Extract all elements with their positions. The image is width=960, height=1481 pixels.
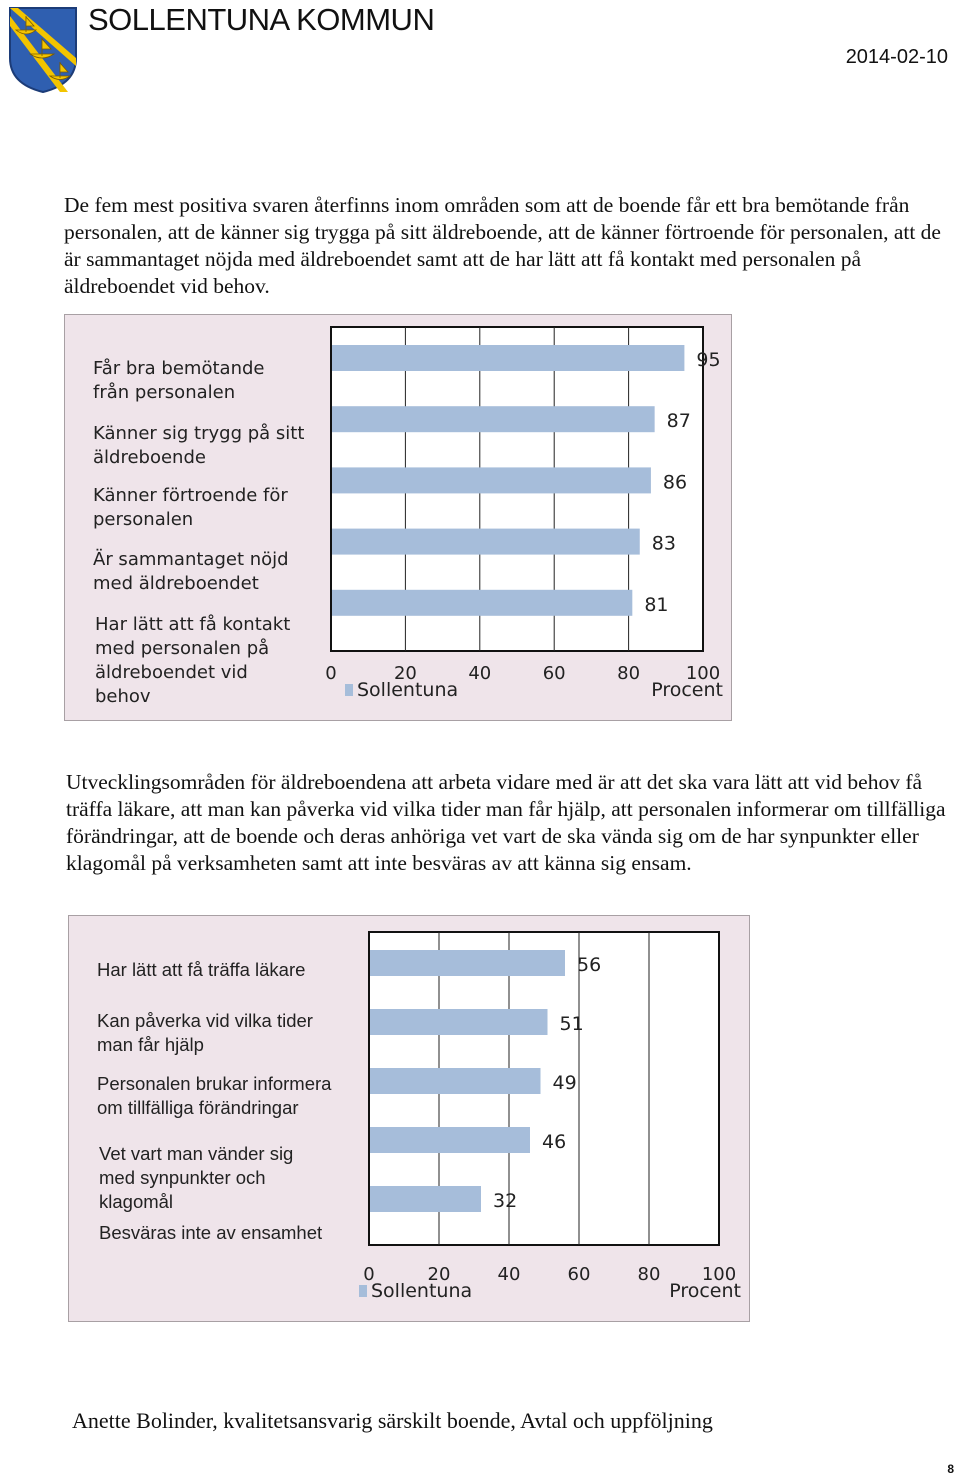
municipality-coat-of-arms-icon — [8, 6, 78, 94]
category-label: Känner förtroende för personalen — [93, 485, 288, 530]
legend-label: Sollentuna — [371, 1280, 473, 1302]
bar — [332, 406, 655, 432]
author-line: Anette Bolinder, kvalitetsansvarig särskilt boende, Avtal och uppföljning — [72, 1408, 713, 1433]
tick-label: 80 — [617, 663, 641, 684]
axis-unit-label: Procent — [669, 1280, 741, 1302]
chart-development-areas — [68, 915, 750, 1322]
data-label: 81 — [644, 593, 669, 616]
data-label: 46 — [542, 1131, 567, 1153]
category-label: Vet vart man vänder sig med synpunkter och klagomål — [99, 1143, 294, 1212]
category-label: Personalen brukar informera om tillfälliga förändringar — [97, 1073, 332, 1118]
bar — [370, 1068, 541, 1094]
tick-label: 20 — [393, 663, 417, 684]
category-label: Har lätt att få kontakt med personalen på äldreboendet vid behov — [95, 614, 291, 707]
bar — [370, 1127, 530, 1153]
tick-label: 100 — [685, 663, 721, 684]
page-number: 8 — [947, 1462, 954, 1476]
bar — [332, 590, 632, 616]
data-label: 86 — [662, 471, 688, 494]
bar — [332, 345, 684, 371]
bar — [370, 950, 565, 976]
data-label: 56 — [577, 954, 602, 976]
category-label: Får bra bemötande från personalen — [93, 358, 265, 403]
data-label: 51 — [559, 1013, 584, 1035]
tick-label: 40 — [497, 1264, 521, 1285]
bar — [370, 1186, 481, 1212]
legend-swatch — [345, 684, 353, 696]
data-label: 87 — [666, 410, 691, 433]
legend-label: Sollentuna — [357, 679, 459, 701]
bar — [332, 529, 640, 555]
bar — [332, 467, 651, 493]
data-label: 32 — [493, 1190, 518, 1212]
tick-label: 20 — [427, 1264, 451, 1285]
organization-name: SOLLENTUNA KOMMUN — [88, 2, 435, 37]
tick-label: 80 — [637, 1264, 661, 1285]
category-label: Har lätt att få träffa läkare — [97, 959, 306, 980]
document-date: 2014-02-10 — [845, 46, 948, 68]
category-label: Kan påverka vid vilka tider man får hjälp — [97, 1010, 313, 1055]
tick-label: 100 — [701, 1264, 737, 1285]
axis-unit-label: Procent — [651, 679, 723, 701]
data-label: 49 — [552, 1072, 577, 1094]
legend-swatch — [359, 1285, 367, 1297]
chart-plot — [65, 315, 731, 720]
bar — [370, 1009, 548, 1035]
category-label: Känner sig trygg på sitt äldreboende — [93, 423, 305, 468]
chart-plot — [69, 916, 749, 1321]
tick-label: 40 — [468, 663, 492, 684]
category-label: Är sammantaget nöjd med äldreboendet — [93, 549, 289, 594]
tick-label: 60 — [542, 663, 566, 684]
data-label: 95 — [696, 349, 721, 371]
development-areas-paragraph: Utvecklingsområden för äldreboendena att arbeta vidare med är att det ska vara lätt att vid behov få träffa läkare, att man kan påverka vid vilka tider man får hjälp, att personalen informerar om tillfälliga förändringar, att de boende och deras anhöriga vet vart de ska vända sig om de har synpunkter eller klagomål på verksamheten samt att inte besväras av att känna sig ensam. — [66, 770, 946, 875]
category-label: Besväras inte av ensamhet — [99, 1222, 323, 1243]
chart-positive-answers — [64, 314, 732, 721]
data-label: 83 — [651, 532, 676, 555]
tick-label: 60 — [567, 1264, 591, 1285]
tick-label: 0 — [325, 663, 337, 684]
intro-paragraph: De fem mest positiva svaren återfinns inom områden som att de boende får ett bra bemötande från personalen, att de känner sig trygga på sitt äldreboende, att de känner förtroende för personalen, att de är sammantaget nöjda med äldreboendet samt att de har lätt att få kontakt med personalen på äldreboendet vid behov. — [64, 193, 941, 298]
tick-label: 0 — [363, 1264, 375, 1285]
